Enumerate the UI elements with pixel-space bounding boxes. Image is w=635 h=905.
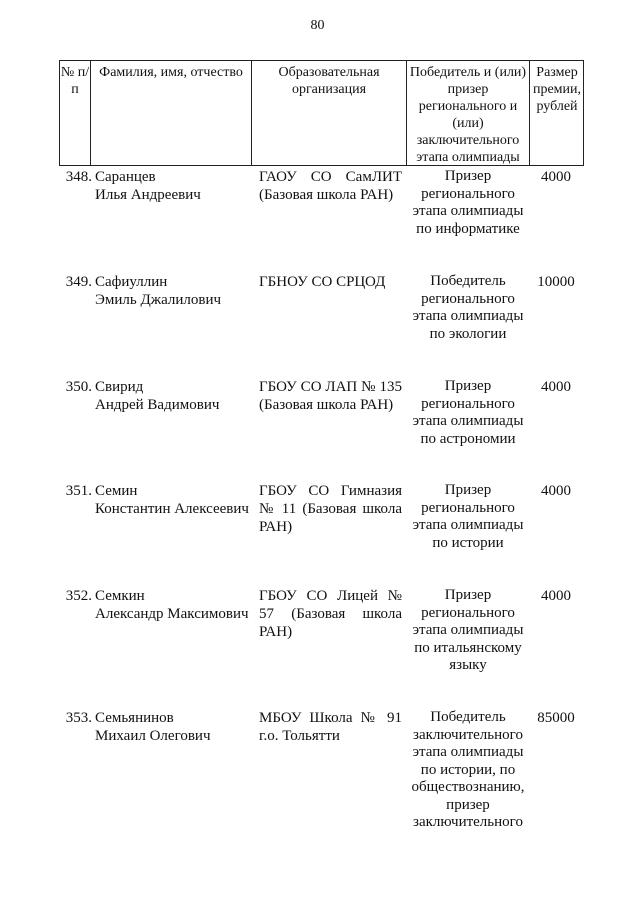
- student-name: [95, 709, 255, 745]
- organization: ГБОУ СО Гимназия № 11 (Базовая школа РАН): [259, 483, 402, 535]
- student-name: [95, 378, 255, 414]
- prize-amount: 4000: [541, 379, 571, 395]
- prize-amount: 4000: [541, 588, 571, 604]
- header-number: № п/п: [60, 61, 91, 165]
- row-number: 349.: [65, 274, 92, 290]
- row-number: 353.: [65, 710, 92, 726]
- prize-amount: 85000: [537, 710, 575, 726]
- student-surname: Семин: [95, 483, 138, 499]
- student-surname: Саранцев: [95, 169, 156, 185]
- organization: ГБНОУ СО СРЦОД: [259, 274, 386, 290]
- award-description: Призер регионального этапа олимпиады по астрономии: [412, 378, 524, 447]
- student-name: [95, 168, 255, 204]
- header-prize: Размер премии, рублей: [532, 65, 582, 114]
- student-given-names: Александр Максимович: [95, 606, 249, 622]
- award-description: Призер регионального этапа олимпиады по истории: [412, 482, 524, 551]
- award-description: Победитель регионального этапа олимпиады по экологии: [412, 273, 524, 342]
- student-given-names: Илья Андреевич: [95, 187, 201, 203]
- student-given-names: Эмиль Джалилович: [95, 292, 222, 308]
- table-header: [59, 60, 584, 166]
- header-award: Победитель и (или) призер регионального и (или) заключительного этапа олимпиады: [407, 61, 530, 165]
- prize-amount: 4000: [541, 483, 571, 499]
- organization: ГБОУ СО Лицей № 57 (Базовая школа РАН): [259, 588, 402, 640]
- prize-amount: 10000: [537, 274, 575, 290]
- award-description: Победитель заключительного этапа олимпиады по истории, по обществознанию, призер заключительного: [411, 709, 525, 830]
- student-surname: Семьянинов: [95, 710, 174, 726]
- student-surname: Семкин: [95, 588, 145, 604]
- row-number: 351.: [65, 483, 92, 499]
- student-given-names: Михаил Олегович: [95, 728, 211, 744]
- organization: МБОУ Школа № 91 г.о. Тольятти: [259, 710, 402, 744]
- award-description: Призер регионального этапа олимпиады по информатике: [412, 168, 524, 237]
- row-number: 348.: [65, 169, 92, 185]
- header-full-name: Фамилия, имя, отчество: [91, 61, 252, 165]
- page-number: 80: [310, 18, 325, 33]
- award-description: Призер регионального этапа олимпиады по итальянскому языку: [412, 587, 524, 673]
- student-name: [95, 587, 255, 623]
- student-name: [95, 482, 255, 518]
- organization: ГБОУ СО ЛАП № 135 (Базовая школа РАН): [259, 379, 402, 413]
- student-surname: Сафиуллин: [95, 274, 168, 290]
- organization: ГАОУ СО СамЛИТ (Базовая школа РАН): [259, 169, 402, 203]
- student-surname: Свирид: [95, 379, 144, 395]
- row-number: 350.: [65, 379, 92, 395]
- student-given-names: Константин Алексеевич: [95, 501, 249, 517]
- row-number: 352.: [65, 588, 92, 604]
- student-name: [95, 273, 255, 309]
- header-organization: Образовательная организация: [252, 61, 407, 165]
- student-given-names: Андрей Вадимович: [95, 397, 220, 413]
- prize-amount: 4000: [541, 169, 571, 185]
